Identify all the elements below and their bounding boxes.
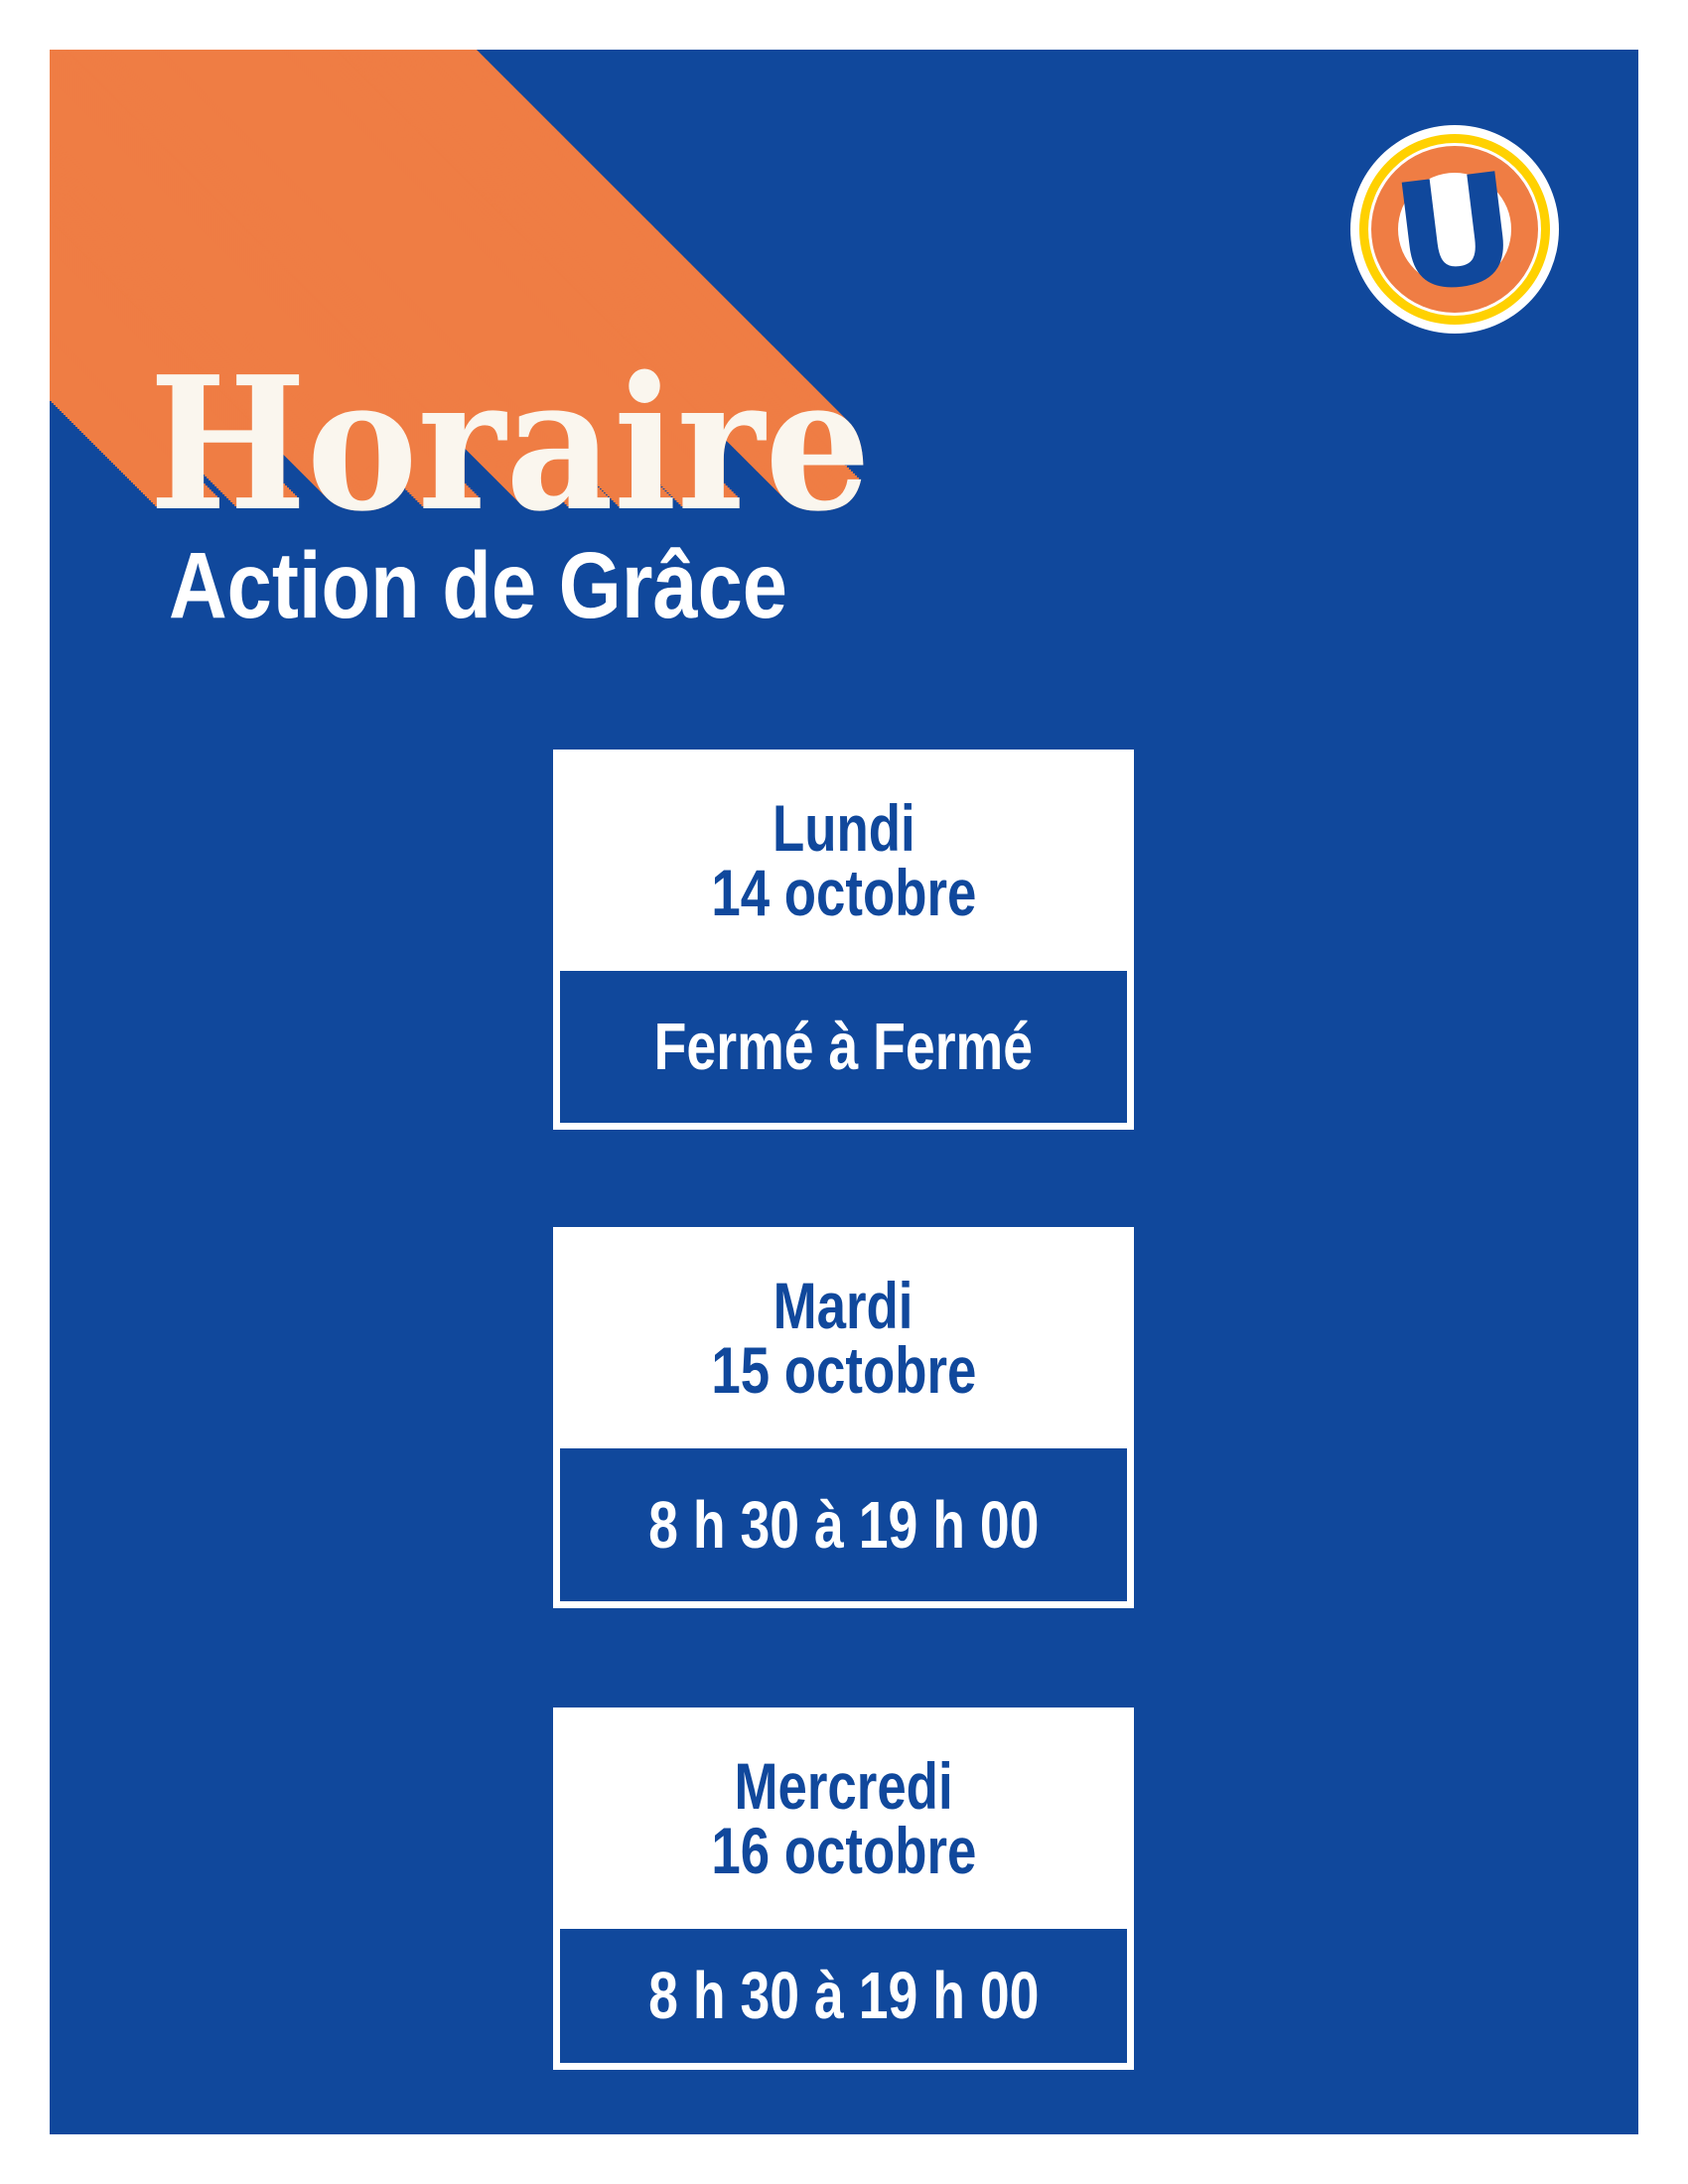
card-day: Mercredi: [734, 1748, 953, 1823]
page-title: [149, 336, 871, 552]
hours-strip: [560, 1448, 1127, 1601]
brand-logo: [1350, 125, 1559, 334]
card-date: 15 octobre: [710, 1332, 977, 1407]
schedule-card-monday: [553, 750, 1134, 1130]
hours-text: 8 h 30 à 19 h 00: [647, 1959, 1040, 2033]
schedule-card-tuesday: [553, 1227, 1134, 1608]
hours-text: 8 h 30 à 19 h 00: [647, 1487, 1040, 1563]
card-day: Mardi: [774, 1268, 914, 1342]
card-header: [560, 750, 1127, 971]
logo-u-icon: U: [1384, 141, 1526, 328]
card-header: [560, 1227, 1127, 1448]
hours-text: Fermé à Fermé: [653, 1010, 1034, 1084]
card-day: Lundi: [772, 790, 915, 865]
card-date: 14 octobre: [710, 855, 977, 929]
hours-strip: [560, 971, 1127, 1123]
hours-strip: [560, 1929, 1127, 2063]
schedule-card-wednesday: [553, 1707, 1134, 2070]
card-header: [560, 1707, 1127, 1929]
page-subtitle: Action de Grâce: [169, 533, 787, 638]
card-date: 16 octobre: [710, 1813, 977, 1887]
